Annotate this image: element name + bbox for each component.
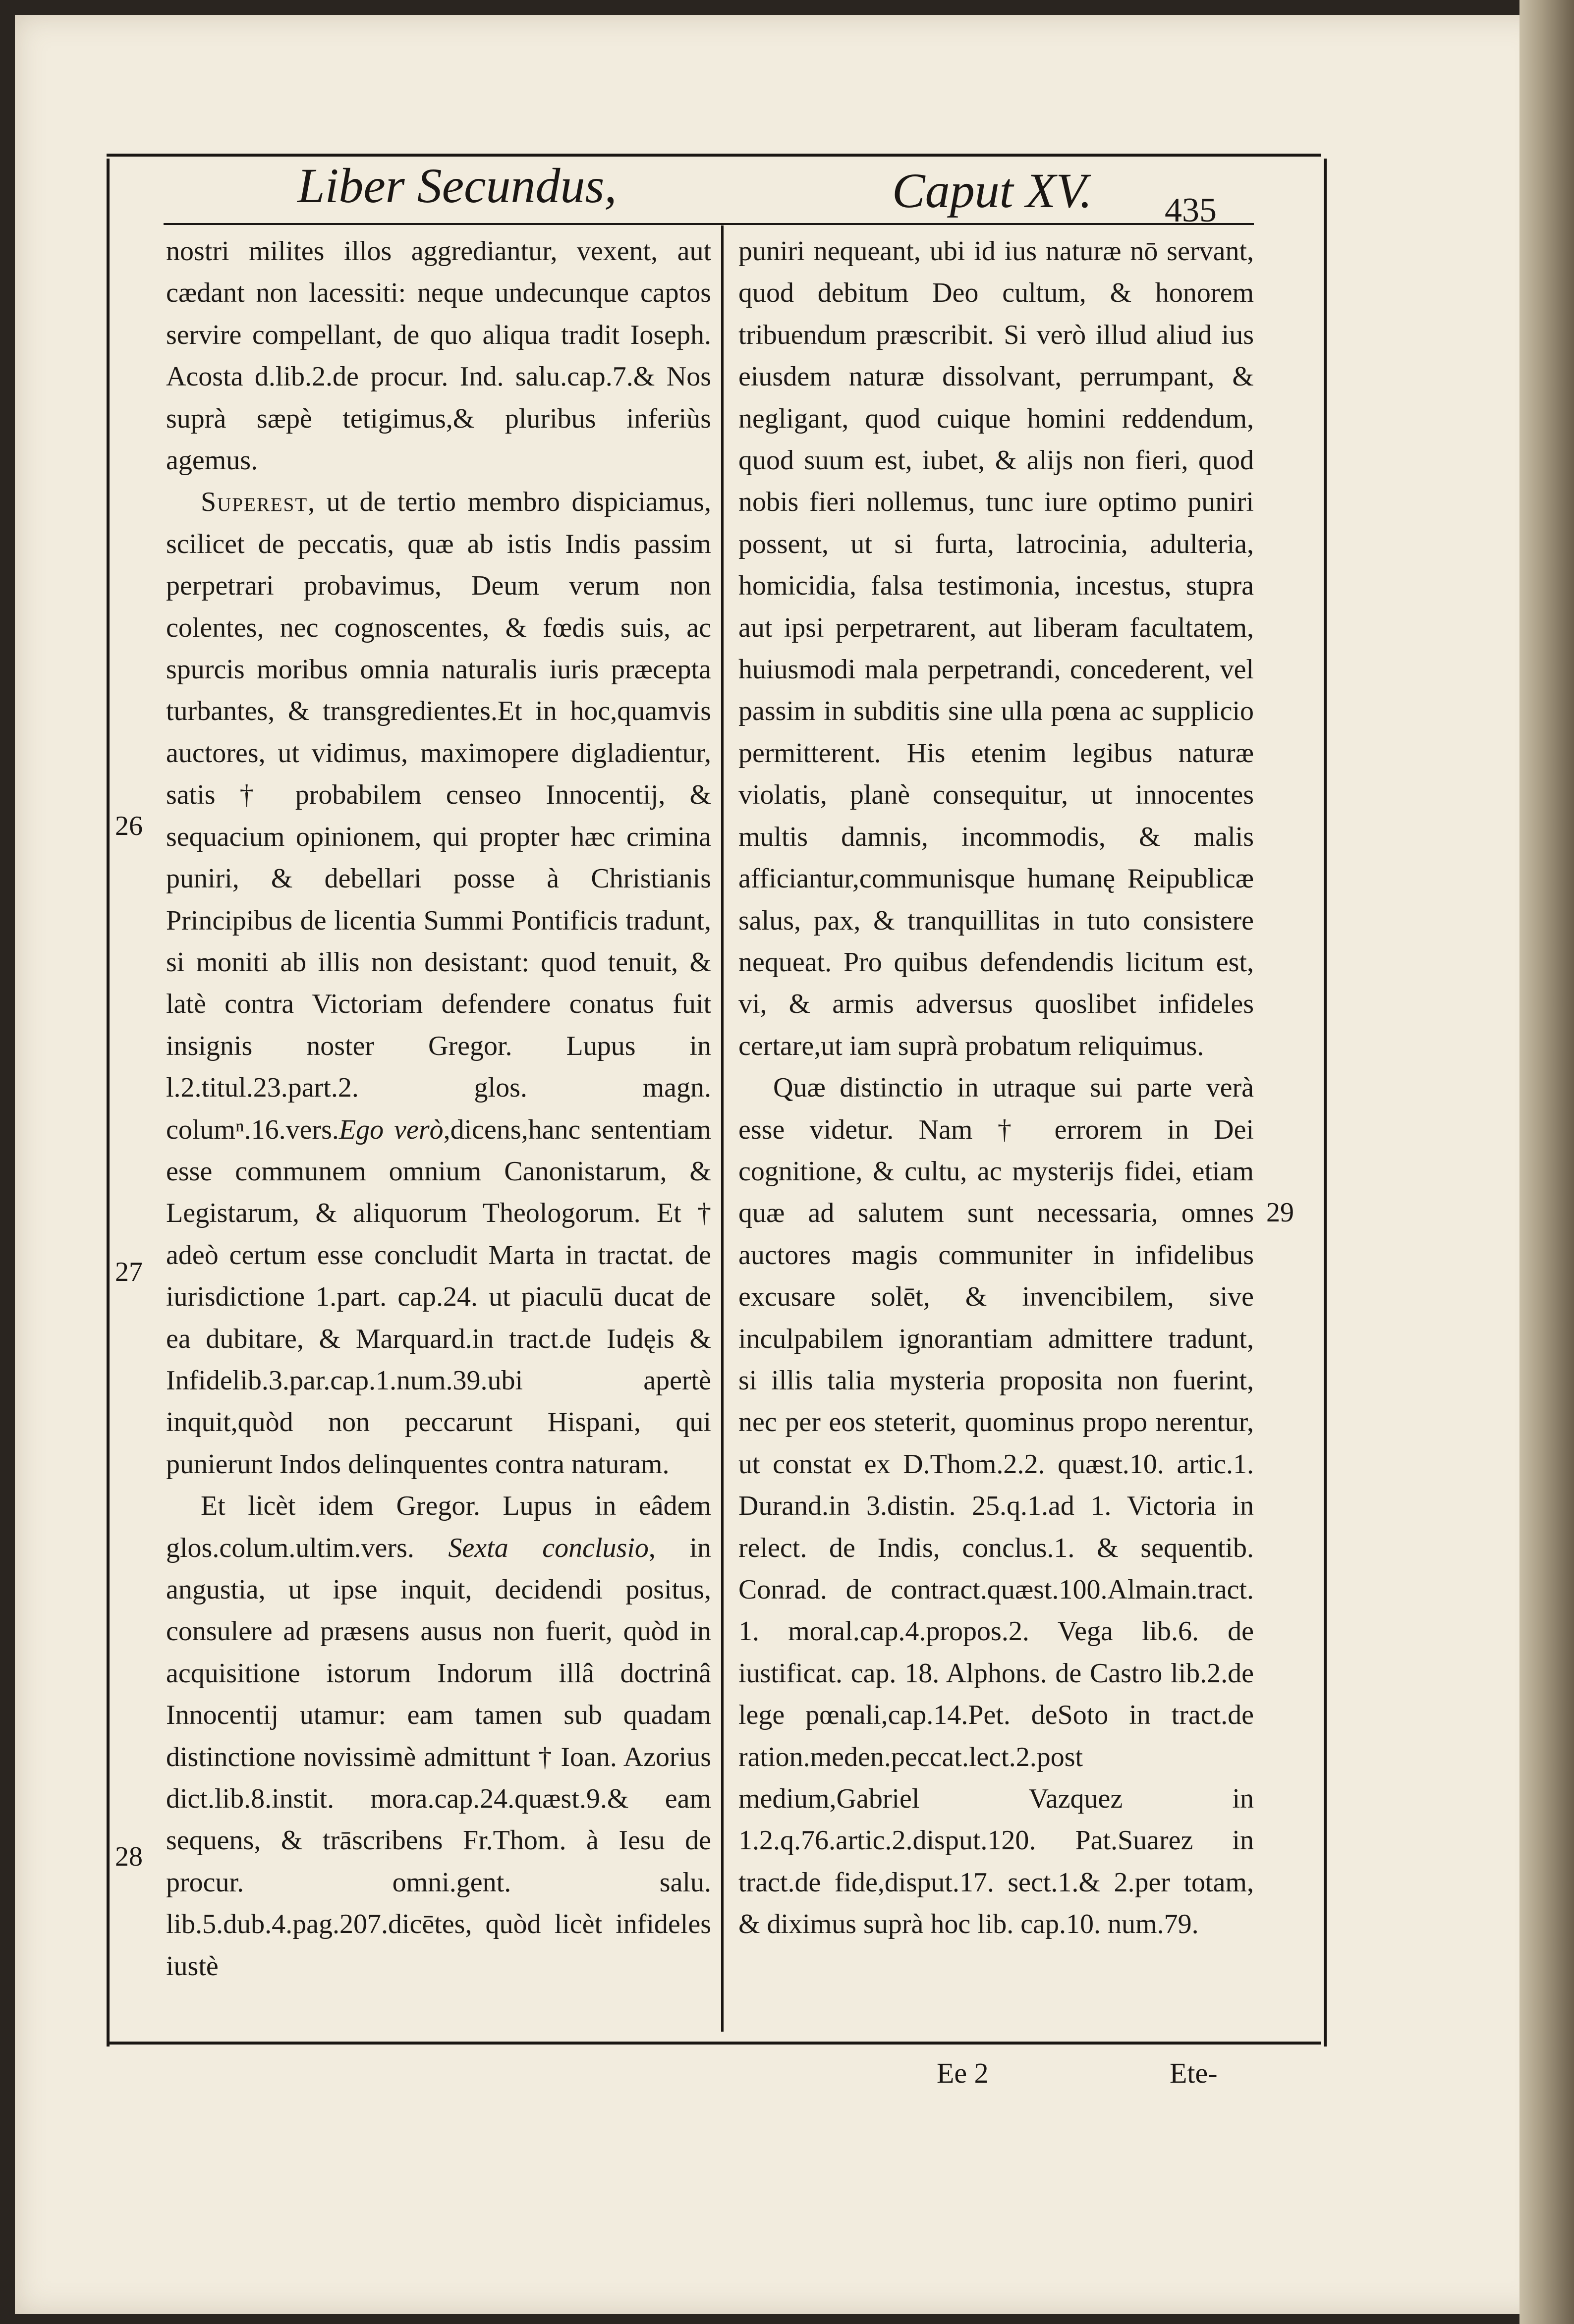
italic-run: Ego verò	[338, 1114, 444, 1145]
text-run: Et licèt idem Gregor. Lupus in eâdem glos.colum.ultim.vers.	[166, 1491, 711, 1563]
bottom-border-rule	[107, 2042, 1321, 2045]
right-text-column	[738, 230, 1254, 2024]
catchword: Ete-	[1170, 2057, 1218, 2089]
right-paragraph-1: puniri nequeant, ubi id ius naturæ nō servant, quod debitum Deo cultum, & honorem tribuendum præscribit. Si verò illud aliud ius eiusdem naturæ dissolvant, perrumpant, & negligant, quod cuique homini reddendum, quod suum est, iubet, & alijs non fieri, quod nobis fieri nollemus, tunc iure optimo puniri possent, ut si furta, latrocinia, adulteria, homicidia, falsa testimonia, incestus, stupra aut ipsi perpetrarent, aut liberam facultatem, huiusmodi mala perpetrandi, concederent, vel passim in subditis sine ulla pœna ac supplicio permitterent. His etenim legibus naturæ violatis, planè consequitur, ut innocentes multis damnis, incommodis, & malis afficiantur,communisque humanę Reipublicæ salus, pax, & tranquillitas in tuto consistere nequeat. Pro quibus defendendis licitum est, vi, & armis adversus quoslibet infideles certare,ut iam suprà probatum reliquimus.	[738, 236, 1254, 1061]
left-paragraph-2	[166, 481, 711, 1485]
running-head-chapter: Caput XV.	[892, 163, 1092, 218]
margin-number-26: 26	[115, 811, 143, 841]
text-run: , ut de tertio membro dispiciamus, scilicet de peccatis, quæ ab istis Indis passim perpetrari probavimus, Deum verum non colentes, nec cognoscentes, & fœdis suis, ac spurcis moribus omnia naturalis iuris præcepta turbantes, & transgredientes.Et in hoc,quamvis auctores, ut vidimus, maximopere digladientur, satis † probabilem censeo Innocentij, & sequacium opinionem, qui propter hæc crimina puniri, & debellari posse à Christianis Principibus de licentia Summi Pontificis tradunt, si moniti ab illis non desistant: quod tenuit, & latè contra Victoriam defendere conatus fuit insignis noster Gregor. Lupus in l.2.titul.23.part.2. glos. magn. columⁿ.16.vers.	[166, 487, 711, 1145]
margin-number-28: 28	[115, 1841, 143, 1872]
left-paragraph-1: nostri milites illos aggrediantur, vexent, aut cædant non lacessiti: neque undecunque captos servire compellant, de quo aliqua tradit Ioseph. Acosta d.lib.2.de procur. Ind. salu.cap.7.& Nos suprà sæpè tetigimus,& pluribus inferiùs agemus.	[166, 236, 711, 476]
running-head-book: Liber Secundus,	[297, 158, 617, 213]
left-text-column	[166, 230, 711, 2024]
italic-run: Sexta conclusio	[448, 1532, 649, 1563]
signature-mark: Ee 2	[937, 2057, 989, 2089]
right-paragraph-2: Quæ distinctio in utraque sui parte verà esse videtur. Nam † errorem in Dei cognitione, & cultu, ac mysterijs fidei, etiam quæ ad salutem sunt necessaria, omnes auctores magis communiter in infidelibus excusare solēt, & invencibilem, sive inculpabilem ignorantiam admittere tradunt, si illis talia mysteria proposita non fuerint, nec per eos steterit, quominus propo nerentur, ut constat ex D.Thom.2.2. quæst.10. artic.1. Durand.in 3.distin. 25.q.1.ad 1. Victoria in relect. de Indis, conclus.1. & sequentib. Conrad. de contract.quæst.100.Almain.tract. 1. moral.cap.4.propos.2. Vega lib.6. de iustificat. cap. 18. Alphons. de Castro lib.2.de lege pœnali,cap.14.Pet. deSoto in tract.de ration.meden.peccat.lect.2.post medium,Gabriel Vazquez in 1.2.q.76.artic.2.disput.120. Pat.Suarez in tract.de fide,disput.17. sect.1.& 2.per totam, & diximus suprà hoc lib. cap.10. num.79.	[738, 1072, 1254, 1940]
text-run: ,dicens,hanc sententiam esse communem omnium Canonistarum, & Legistarum, & aliquorum Theologorum. Et † adeò certum esse concludit Marta in tractat. de iurisdictione 1.part. cap.24. ut piaculū ducat de ea dubitare, & Marquard.in tract.de Iudęis & Infidelib.3.par.cap.1.num.39.ubi apertè inquit,quòd non peccarunt Hispani, qui punierunt Indos delinquentes contra naturam.	[166, 1114, 711, 1480]
margin-number-27: 27	[115, 1257, 143, 1287]
header-rule	[164, 223, 1254, 225]
top-border-rule	[107, 154, 1321, 157]
small-caps-run: Superest	[201, 487, 308, 518]
margin-number-29: 29	[1266, 1197, 1294, 1228]
column-divider	[721, 225, 724, 2032]
book-edge	[1519, 0, 1574, 2324]
page-number: 435	[1165, 191, 1217, 229]
left-paragraph-3	[166, 1485, 711, 1987]
text-run: , in angustia, ut ipse inquit, decidendi positus, consulere ad præsens ausus non fuerit, quòd in acquisitione istorum Indorum illâ doctrinâ Innocentij utamur: eam tamen sub quadam distinctione novissimè admittunt † Ioan. Azorius dict.lib.8.instit. mora.cap.24.quæst.9.& eam sequens, & trāscribens Fr.Thom. à Iesu de procur. omni.gent. salu. lib.5.dub.4.pag.207.dicētes, quòd licèt infideles iustè	[166, 1532, 711, 1982]
